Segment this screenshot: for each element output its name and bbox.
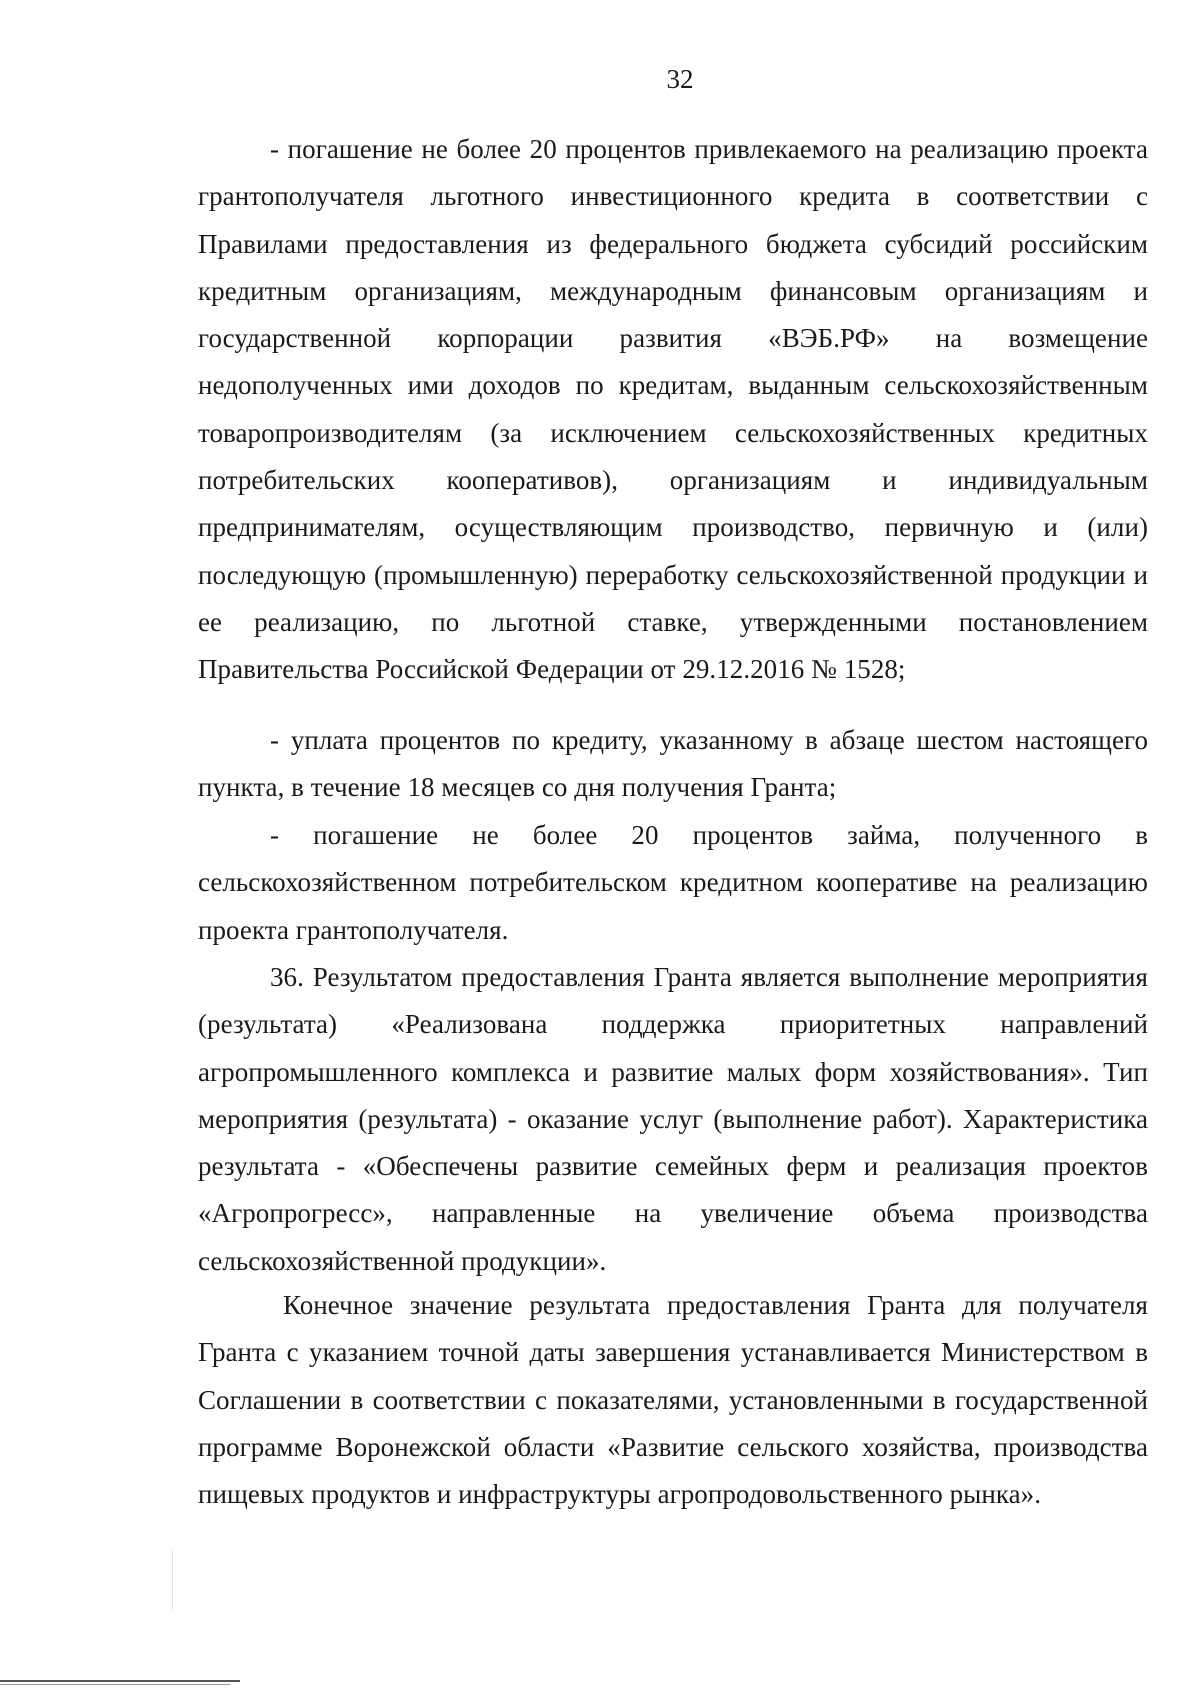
page-number: 32 [666, 64, 694, 94]
scan-artifact [172, 1550, 173, 1610]
bottom-scan-line [0, 1680, 240, 1682]
paragraph-cooperative-loan: - погашение не более 20 процентов займа, полученного в сельскохозяйственном потребительском кредитном кооперативе на реализацию проекта грантополучателя. [198, 820, 1148, 945]
paragraph-interest-payment: - уплата процентов по кредиту, указанному в абзаце шестом настоящего пункта, в течение 18 месяцев со дня получения Гранта; [198, 725, 1148, 803]
paragraph-grant-result: 36. Результатом предоставления Гранта является выполнение мероприятия (результата) «Реализована поддержка приоритетных направлений агропромышленного комплекса и развитие малых форм хозяйствования». Тип мероприятия (результата) - оказание услуг (выполнение работ). Характеристика результата - «Обеспечены развитие семейных ферм и реализация проектов «Агропрогресс», направленные на увеличение объема производства сельскохозяйственной продукции». [198, 962, 1148, 1276]
paragraph-final-value: Конечное значение результата предоставления Гранта для получателя Гранта с указанием точной даты завершения устанавливается Министерством в Соглашении в соответствии с показателями, установленными в государственной программе Воронежской области «Развитие сельского хозяйства, производства пищевых продуктов и инфраструктуры агропродовольственного рынка». [198, 1290, 1148, 1510]
paragraph-loan-repayment: - погашение не более 20 процентов привлекаемого на реализацию проекта грантополучателя льготного инвестиционного кредита в соответствии с Правилами предоставления из федерального бюджета субсидий российским кредитным организациям, международным финансовым организациям и государственной корпорации развития «ВЭБ.РФ» на возмещение недополученных ими доходов по кредитам, выданным сельскохозяйственным товаропроизводителям (за исключением сельскохозяйственных кредитных потребительских кооперативов), организациям и индивидуальным предпринимателям, осуществляющим производство, первичную и (или) последующую (промышленную) переработку сельскохозяйственной продукции и ее реализацию, по льготной ставке, утвержденными постановлением Правительства Российской Федерации от 29.12.2016 № 1528; [198, 134, 1148, 685]
bottom-scan-line-secondary [0, 1684, 230, 1685]
